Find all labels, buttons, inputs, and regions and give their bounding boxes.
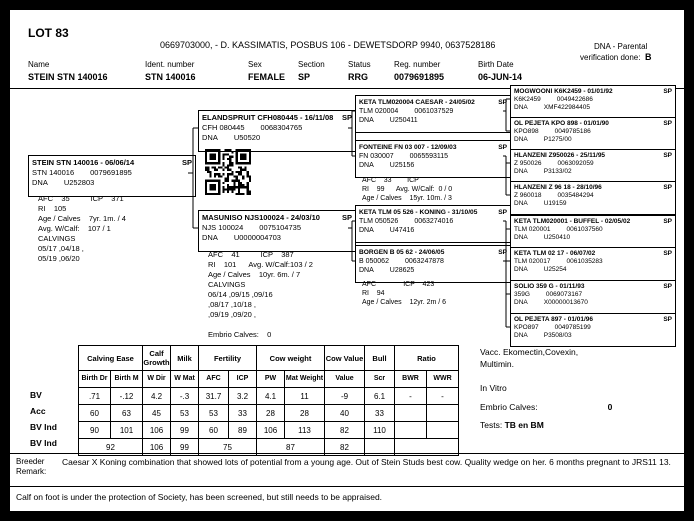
bv-cell: [427, 405, 459, 422]
pedigree-stats-line: [208, 320, 313, 330]
bv-cell: [395, 439, 459, 456]
pedigree-animal-id: B 050062: [359, 258, 389, 265]
vaccination-note-line1: Vacc. Ekomectin,Covexin,: [480, 347, 579, 357]
pedigree-stats-line: ,08/17 ,10/18 ,: [208, 300, 256, 309]
pedigree-dna-row: [514, 200, 672, 208]
dna-value: U250411: [389, 117, 418, 124]
bv-cell: 53: [171, 405, 199, 422]
pedigree-animal-name: OL PEJETA KPO 898 - 01/01/90: [514, 120, 609, 127]
dna-verification-note: [580, 41, 651, 63]
pedigree-box-title-row: [514, 184, 672, 192]
dna-label: DNA: [359, 267, 374, 274]
dna-value: XMF422984405: [543, 104, 590, 111]
bv-subheader: PW: [257, 371, 285, 388]
dna-value: P3508/03: [543, 332, 572, 339]
breeder-remark-text: Caesar X Koning combination that showed lots of potential from a young age. Out of Stein Studs best cow. Quality wedge on her. 6 months pregnant to JRS11 13.: [62, 457, 671, 467]
header-column-label: Name: [28, 60, 50, 69]
pedigree-stats-line: Age / Calves 12yr. 2m / 6: [362, 299, 447, 306]
bv-cell: 99: [171, 422, 199, 439]
header-column-label: Section: [298, 60, 325, 69]
pedigree-animal-name: STEIN STN 140016 - 06/06/14: [32, 158, 135, 167]
bv-cell: 28: [285, 405, 325, 422]
bv-group-header: Ratio: [395, 346, 459, 371]
pedigree-id-row: [514, 160, 672, 168]
bv-cell: [395, 405, 427, 422]
pedigree-id-row: [514, 324, 672, 332]
bv-table-wrap: [78, 345, 459, 456]
bv-cell: 40: [325, 405, 365, 422]
pedigree-stats-line: AFC 35 ICP 371: [38, 194, 124, 203]
society-footer-note: Calf on foot is under the protection of Society, has been screened, but still needs to be appraised.: [16, 492, 383, 502]
pedigree-box-title-row: [514, 120, 672, 128]
bv-cell: 82: [325, 439, 365, 456]
bv-cell: 106: [257, 422, 285, 439]
pedigree-animal-id: TLM 050526: [359, 218, 399, 225]
pedigree-box-title-row: [359, 143, 507, 152]
pedigree-id-row: [359, 257, 507, 266]
bv-cell: 106: [143, 439, 171, 456]
header-column-value: STN 140016: [145, 72, 196, 82]
pedigree-animal-id: KPO897: [514, 324, 539, 331]
bv-cell: [427, 422, 459, 439]
pedigree-animal-id: TLM 020017: [514, 258, 551, 265]
pedigree-reg-number: 0079691895: [90, 168, 132, 177]
pedigree-box-title-row: [514, 152, 672, 160]
pedigree-reg-number: 0061035283: [566, 258, 603, 265]
bv-group-header: Fertility: [199, 346, 257, 371]
pedigree-animal-name: MASUNISO NJS100024 - 24/03/10: [202, 213, 320, 222]
bv-cell: -: [395, 388, 427, 405]
pedigree-animal-name: KETA TLM 05 526 - KONING - 31/10/05: [359, 209, 478, 216]
pedigree-animal-name: OL PEJETA 897 - 01/01/96: [514, 316, 594, 323]
pedigree-animal-name: KETA TLM 02 17 - 06/07/02: [514, 250, 596, 257]
bv-cell: 33: [365, 405, 395, 422]
dna-label: DNA: [514, 200, 528, 207]
bv-subheader: W Mat: [171, 371, 199, 388]
pedigree-box: [510, 215, 676, 249]
dna-label: DNA: [514, 332, 528, 339]
header-column-label: Birth Date: [478, 60, 514, 69]
pedigree-animal-id: NJS 100024: [202, 223, 244, 232]
dna-value: U47416: [389, 227, 415, 234]
pedigree-id-row: [202, 123, 352, 133]
section-badge: SP: [663, 184, 672, 191]
bv-cell: 106: [143, 422, 171, 439]
pedigree-stats-line: Embrio Calves: 0: [208, 330, 272, 339]
vaccination-note: [480, 346, 578, 370]
invitro-note: In Vitro: [480, 383, 507, 393]
pedigree-box-title-row: [202, 213, 352, 223]
pedigree-dna-row: [359, 226, 507, 235]
header-column-label: Ident. number: [145, 60, 195, 69]
dna-label: DNA: [514, 266, 528, 273]
pedigree-box: [355, 245, 511, 283]
dna-label: DNA: [359, 117, 374, 124]
bv-subheader: WWR: [427, 371, 459, 388]
section-badge: SP: [663, 152, 672, 159]
bv-group-header: Cow weight: [257, 346, 325, 371]
bv-cell: -9: [325, 388, 365, 405]
pedigree-box-title-row: [514, 218, 672, 226]
pedigree-box: [510, 149, 676, 183]
embrio-calves-note: [480, 401, 612, 413]
pedigree-box-title-row: [359, 98, 507, 107]
dna-label: DNA: [32, 178, 48, 187]
pedigree-stats-line: Age / Calves 15yr. 10m. / 3: [362, 195, 452, 202]
tests-label: Tests:: [480, 420, 503, 430]
pedigree-stats-line: AFC 33 ICP: [362, 177, 419, 184]
bv-group-header: Bull: [365, 346, 395, 371]
pedigree-box: [510, 181, 676, 215]
qr-code: [205, 149, 251, 195]
pedigree-reg-number: 0068304765: [260, 123, 303, 132]
dna-label: DNA: [514, 234, 528, 241]
bv-cell: 87: [257, 439, 325, 456]
pedigree-reg-number: 0049785199: [554, 324, 591, 331]
bv-table: [78, 345, 459, 456]
dna-label: DNA: [359, 227, 374, 234]
pedigree-animal-id: TLM 020001: [514, 226, 551, 233]
pedigree-id-row: [514, 96, 672, 104]
pedigree-reg-number: 0069073167: [545, 291, 583, 298]
pedigree-stats-line: ,09/19 ,09/20 ,: [208, 310, 256, 319]
bv-cell: 6.1: [365, 388, 395, 405]
header-column-value: 0079691895: [394, 72, 445, 82]
pedigree-stats-line: 06/14 ,09/15 ,09/16: [208, 290, 273, 299]
dna-value: P3133/02: [543, 168, 572, 175]
bv-group-header: Cow Value: [325, 346, 365, 371]
pedigree-animal-id: KPO898: [514, 128, 539, 135]
section-badge: SP: [663, 120, 672, 127]
pedigree-box-title-row: [514, 283, 672, 291]
pedigree-dna-row: [514, 234, 672, 242]
pedigree-dna-row: [359, 116, 507, 125]
pedigree-id-row: [359, 152, 507, 161]
pedigree-animal-name: KETA TLM020004 CAESAR - 24/05/02: [359, 99, 475, 106]
bv-cell: -.3: [171, 388, 199, 405]
pedigree-box-title-row: [514, 250, 672, 258]
bv-cell: 31.7: [199, 388, 229, 405]
bv-cell: .71: [79, 388, 111, 405]
section-badge: SP: [498, 249, 507, 256]
bv-cell: 60: [199, 422, 229, 439]
bv-group-header: Calving Ease: [79, 346, 143, 371]
embrio-calves-value: 0: [607, 402, 613, 412]
bv-cell: [395, 422, 427, 439]
dna-label: DNA: [202, 233, 218, 242]
dna-value: U50520: [233, 133, 261, 142]
header-column-label: Reg. number: [394, 60, 441, 69]
pedigree-box-title-row: [514, 88, 672, 96]
bv-subheader: AFC: [199, 371, 229, 388]
bv-cell: 110: [365, 422, 395, 439]
dna-value: U252803: [63, 178, 95, 187]
pedigree-box-title-row: [359, 208, 507, 217]
pedigree-dna-row: [514, 332, 672, 340]
pedigree-reg-number: 0049785186: [554, 128, 591, 135]
tests-note: [480, 419, 544, 431]
pedigree-animal-id: Z 950026: [514, 160, 542, 167]
dna-label: DNA: [514, 104, 528, 111]
bv-row-label: BV Ind: [30, 422, 57, 432]
pedigree-dna-row: [514, 136, 672, 144]
pedigree-stats-line: RI 101 Avg. W/Calf:103 / 2: [208, 260, 313, 269]
dna-label: DNA: [514, 168, 528, 175]
pedigree-reg-number: 0075104735: [259, 223, 301, 232]
dna-value: U250410: [543, 234, 571, 241]
pedigree-box: [355, 205, 511, 243]
catalog-page: [10, 10, 684, 511]
bv-row-label: BV: [30, 390, 42, 400]
bv-cell: 92: [79, 439, 143, 456]
section-badge: SP: [341, 113, 352, 122]
pedigree-box-title-row: [359, 248, 507, 257]
header-column-value: RRG: [348, 72, 368, 82]
pedigree-reg-number: 0063247878: [404, 258, 444, 265]
pedigree-id-row: [514, 192, 672, 200]
pedigree-box: [510, 117, 676, 151]
pedigree-stats-line: RI 99 Avg. W/Calf: 0 / 0: [362, 186, 453, 193]
header-column-value: FEMALE: [248, 72, 285, 82]
bv-cell: 3.2: [229, 388, 257, 405]
pedigree-reg-number: 0065593115: [409, 153, 449, 160]
dna-value: U25254: [543, 266, 567, 273]
pedigree-stats-line: RI 105: [38, 204, 67, 213]
pedigree-animal-id: FN 030007: [359, 153, 394, 160]
pedigree-box-title-row: [514, 316, 672, 324]
bv-cell: [365, 439, 395, 456]
pedigree-stats-block: [208, 250, 313, 340]
breeder-contact-line: 0669703000, - D. KASSIMATIS, POSBUS 106 - DEWETSDORP 9940, 0637528186: [160, 40, 496, 50]
pedigree-dna-row: [359, 266, 507, 275]
bv-cell: 4.1: [257, 388, 285, 405]
pedigree-box: [510, 313, 676, 347]
pedigree-animal-name: ELANDSPRUIT CFH080445 - 16/11/08: [202, 113, 334, 122]
bv-subheader: Birth M: [111, 371, 143, 388]
pedigree-box: [355, 95, 511, 133]
pedigree-stats-block: [362, 176, 452, 203]
dna-value: X00000013670: [543, 299, 588, 306]
pedigree-box-title-row: [202, 113, 352, 123]
bv-subheader: BWR: [395, 371, 427, 388]
pedigree-animal-name: MOGWOONI K6K2459 - 01/01/92: [514, 88, 613, 95]
pedigree-stats-line: CALVINGS: [38, 234, 76, 243]
section-badge: SP: [498, 209, 507, 216]
pedigree-dna-row: [359, 161, 507, 170]
dna-note-value: B: [644, 52, 652, 62]
section-badge: SP: [498, 99, 507, 106]
pedigree-animal-name: HLANZENI Z 96 18 - 28/10/96: [514, 184, 602, 191]
header-column-value: SP: [298, 72, 311, 82]
bv-cell: 63: [111, 405, 143, 422]
pedigree-animal-name: KETA TLM020001 - BUFFEL - 02/05/02: [514, 218, 631, 225]
dna-value: U25156: [389, 162, 415, 169]
section-badge: SP: [663, 218, 672, 225]
bv-cell: 33: [229, 405, 257, 422]
bv-cell: -: [427, 388, 459, 405]
bv-subheader: Value: [325, 371, 365, 388]
pedigree-box: [198, 110, 356, 152]
section-badge: SP: [341, 213, 352, 222]
embrio-calves-label: Embrio Calves:: [480, 402, 538, 412]
pedigree-reg-number: 0035484294: [557, 192, 594, 199]
bv-cell: 60: [79, 405, 111, 422]
pedigree-stats-line: RI 94: [362, 290, 385, 297]
section-badge: SP: [663, 88, 672, 95]
dna-note-line1: DNA - Parental: [594, 42, 648, 51]
bv-cell: 82: [325, 422, 365, 439]
bv-cell: 99: [171, 439, 199, 456]
breeder-remark-label-line1: Breeder: [16, 457, 45, 466]
pedigree-stats-block: [362, 280, 446, 307]
pedigree-id-row: [514, 226, 672, 234]
pedigree-animal-id: STN 140016: [32, 168, 75, 177]
pedigree-id-row: [514, 291, 672, 299]
section-badge: SP: [663, 250, 672, 257]
bv-subheader: Mat Weight: [285, 371, 325, 388]
dna-value: U0000004703: [233, 233, 281, 242]
section-badge: SP: [181, 158, 192, 167]
pedigree-box-title-row: [32, 158, 192, 168]
pedigree-animal-name: BORGEN B 05 62 - 24/06/05: [359, 249, 445, 256]
header-column-value: 06-JUN-14: [478, 72, 523, 82]
bv-cell: 11: [285, 388, 325, 405]
remark-divider-bottom: [10, 486, 684, 487]
pedigree-stats-block: [38, 194, 126, 264]
pedigree-stats-line: Age / Calves 7yr. 1m. / 4: [38, 214, 126, 223]
qr-modules: [205, 149, 251, 195]
pedigree-stats-line: Age / Calves 10yr. 6m. / 7: [208, 270, 301, 279]
dna-label: DNA: [202, 133, 218, 142]
pedigree-box: [510, 85, 676, 119]
dna-note-line2-row: [580, 52, 651, 63]
breeder-remark-label-line2: Remark:: [16, 467, 47, 476]
bv-subheader: ICP: [229, 371, 257, 388]
bv-group-header: Milk: [171, 346, 199, 371]
breeder-remark-label: [16, 457, 46, 477]
pedigree-stats-line: 05/19 ,06/20: [38, 254, 80, 263]
pedigree-dna-row: [202, 233, 352, 243]
pedigree-stats-line: 05/17 ,04/18 ,: [38, 244, 84, 253]
pedigree-stats-line: AFC 41 ICP 387: [208, 250, 294, 259]
pedigree-id-row: [514, 258, 672, 266]
pedigree-reg-number: 0049422686: [556, 96, 593, 103]
bv-cell: 101: [111, 422, 143, 439]
tests-value: TB en BM: [504, 420, 544, 430]
bv-cell: 90: [79, 422, 111, 439]
bv-subheader: Scr: [365, 371, 395, 388]
bv-cell: 28: [257, 405, 285, 422]
pedigree-animal-id: CFH 080445: [202, 123, 245, 132]
pedigree-id-row: [359, 217, 507, 226]
dna-value: U19159: [543, 200, 567, 207]
section-badge: SP: [498, 144, 507, 151]
bv-cell: 75: [199, 439, 257, 456]
pedigree-animal-id: 359G: [514, 291, 530, 298]
header-column-value: STEIN STN 140016: [28, 72, 108, 82]
dna-label: DNA: [359, 162, 374, 169]
pedigree-dna-row: [514, 266, 672, 274]
pedigree-reg-number: 0063274016: [414, 218, 454, 225]
pedigree-dna-row: [514, 104, 672, 112]
vaccination-note-line2: Multimin.: [480, 359, 515, 369]
pedigree-reg-number: 0061037529: [414, 108, 454, 115]
pedigree-box: [355, 140, 511, 178]
pedigree-reg-number: 0061037560: [566, 226, 603, 233]
pedigree-stats-line: CALVINGS: [208, 280, 246, 289]
pedigree-animal-name: HLANZENI Z950026 - 25/11/95: [514, 152, 606, 159]
pedigree-id-row: [359, 107, 507, 116]
bv-cell: 45: [143, 405, 171, 422]
dna-value: U28625: [389, 267, 415, 274]
bv-subheader: Birth Dr: [79, 371, 111, 388]
pedigree-animal-name: FONTEINE FN 03 007 - 12/09/03: [359, 144, 457, 151]
pedigree-box: [198, 210, 356, 252]
pedigree-box: [28, 155, 196, 197]
bv-cell: 113: [285, 422, 325, 439]
dna-label: DNA: [514, 299, 528, 306]
bv-cell: 4.2: [143, 388, 171, 405]
pedigree-stats-line: AFC ICP 423: [362, 281, 435, 288]
dna-label: DNA: [514, 136, 528, 143]
pedigree-animal-id: TLM 020004: [359, 108, 399, 115]
bv-group-header: Calf Growth: [143, 346, 171, 371]
header-column-label: Status: [348, 60, 371, 69]
pedigree-animal-id: K6K2459: [514, 96, 541, 103]
section-badge: SP: [663, 316, 672, 323]
pedigree-id-row: [32, 168, 192, 178]
bv-cell: 53: [199, 405, 229, 422]
pedigree-id-row: [514, 128, 672, 136]
bv-row-label: Acc: [30, 406, 46, 416]
pedigree-id-row: [202, 223, 352, 233]
pedigree-dna-row: [32, 178, 192, 188]
dna-value: P1275/00: [543, 136, 572, 143]
pedigree-dna-row: [202, 133, 352, 143]
pedigree-dna-row: [514, 299, 672, 307]
bv-cell: -.12: [111, 388, 143, 405]
section-badge: SP: [663, 283, 672, 290]
pedigree-animal-name: SOLIO 359 G - 01/11/93: [514, 283, 585, 290]
dna-note-line2: verification done:: [580, 53, 641, 62]
pedigree-box: [510, 247, 676, 281]
bv-row-label: BV Ind: [30, 438, 57, 448]
bv-subheader: W Dir: [143, 371, 171, 388]
pedigree-reg-number: 0063092059: [557, 160, 594, 167]
pedigree-stats-line: Avg. W/Calf: 107 / 1: [38, 224, 111, 233]
header-column-label: Sex: [248, 60, 262, 69]
bv-cell: 89: [229, 422, 257, 439]
pedigree-animal-id: Z 960018: [514, 192, 542, 199]
pedigree-box: [510, 280, 676, 314]
pedigree-dna-row: [514, 168, 672, 176]
lot-title: LOT 83: [28, 26, 69, 40]
